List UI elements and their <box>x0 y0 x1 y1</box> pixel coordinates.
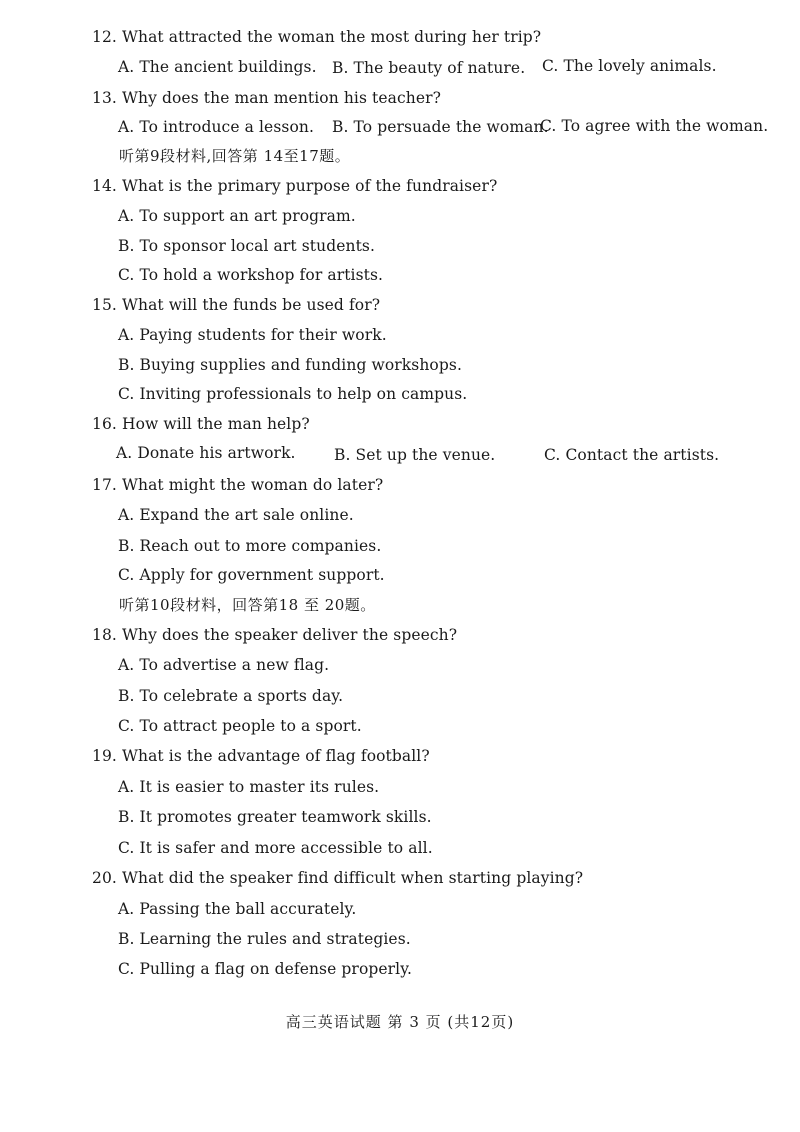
page-footer: 高三英语试题 第 3 页 (共12页) <box>285 1013 515 1031</box>
question-18-stem: 18. Why does the speaker deliver the speech? <box>92 626 458 644</box>
section-instruction-9: 听第9段材料,回答第 14至17题。 <box>119 147 351 165</box>
question-12-option-a: A. The ancient buildings. <box>118 58 317 76</box>
question-13-option-a: A. To introduce a lesson. <box>118 118 314 136</box>
question-15-option-c: C. Inviting professionals to help on campus. <box>118 385 468 403</box>
question-13-option-c: C. To agree with the woman. <box>540 117 769 135</box>
section-instruction-10: 听第10段材料，回答第18 至 20题。 <box>119 596 376 614</box>
question-14-option-b: B. To sponsor local art students. <box>118 237 376 255</box>
question-16-option-a: A. Donate his artwork. <box>116 444 296 462</box>
question-18-option-a: A. To advertise a new flag. <box>118 656 330 674</box>
question-18-option-b: B. To celebrate a sports day. <box>118 687 344 705</box>
question-12-stem: 12. What attracted the woman the most during her trip? <box>92 28 542 46</box>
question-19-option-a: A. It is easier to master its rules. <box>118 778 380 796</box>
question-12-option-b: B. The beauty of nature. <box>332 59 526 77</box>
question-20-stem: 20. What did the speaker find difficult when starting playing? <box>92 869 584 887</box>
question-20-option-b: B. Learning the rules and strategies. <box>118 930 411 948</box>
question-20-option-a: A. Passing the ball accurately. <box>118 900 357 918</box>
question-16-option-b: B. Set up the venue. <box>334 446 496 464</box>
question-15-option-a: A. Paying students for their work. <box>118 326 387 344</box>
question-19-option-b: B. It promotes greater teamwork skills. <box>118 808 432 826</box>
question-20-option-c: C. Pulling a flag on defense properly. <box>118 960 413 978</box>
question-16-option-c: C. Contact the artists. <box>544 446 720 464</box>
question-16-stem: 16. How will the man help? <box>92 415 310 433</box>
question-13-option-b: B. To persuade the woman. <box>332 118 549 136</box>
question-18-option-c: C. To attract people to a sport. <box>118 717 362 735</box>
question-15-option-b: B. Buying supplies and funding workshops. <box>118 356 462 374</box>
question-14-stem: 14. What is the primary purpose of the fundraiser? <box>92 177 498 195</box>
question-14-option-a: A. To support an art program. <box>118 207 356 225</box>
question-14-option-c: C. To hold a workshop for artists. <box>118 266 384 284</box>
question-15-stem: 15. What will the funds be used for? <box>92 296 381 314</box>
question-13-stem: 13. Why does the man mention his teacher? <box>92 89 442 107</box>
question-17-option-a: A. Expand the art sale online. <box>118 506 354 524</box>
question-19-stem: 19. What is the advantage of flag football? <box>92 747 430 765</box>
question-19-option-c: C. It is safer and more accessible to all. <box>118 839 433 857</box>
question-17-option-b: B. Reach out to more companies. <box>118 537 382 555</box>
question-17-stem: 17. What might the woman do later? <box>92 476 384 494</box>
question-17-option-c: C. Apply for government support. <box>118 566 385 584</box>
question-12-option-c: C. The lovely animals. <box>542 57 717 75</box>
